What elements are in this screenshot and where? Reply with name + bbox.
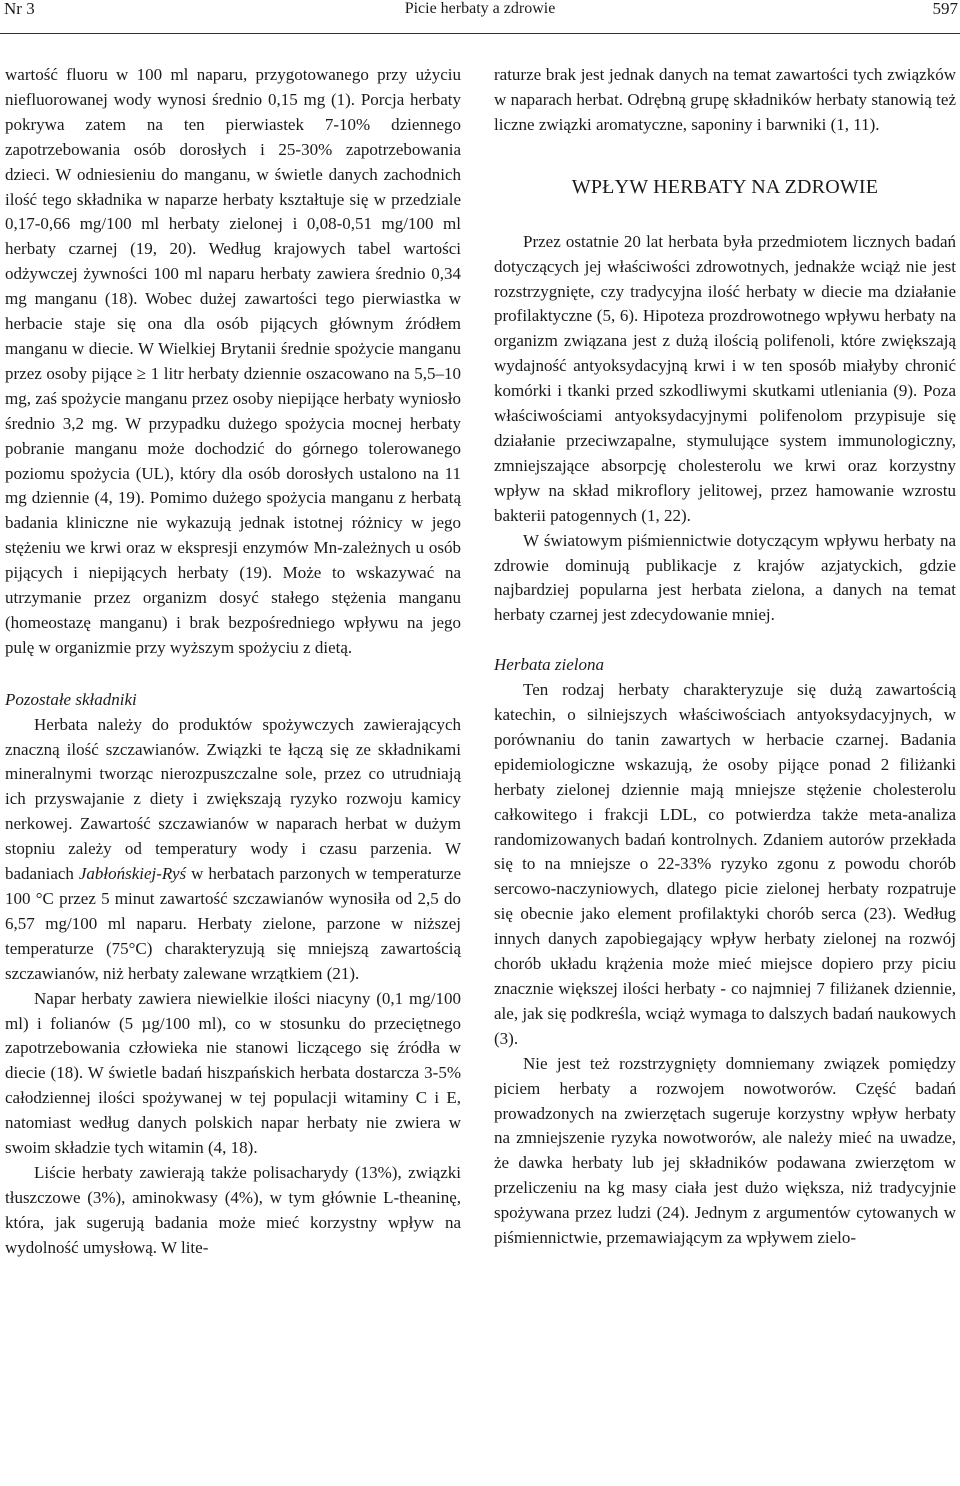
running-header [0, 0, 960, 22]
paragraph-polysaccharides: Liście herbaty zawierają także polisacharydy (13%), związki tłuszczowe (3%), aminokwasy (4%), w tym głównie L-theaninę, która, jak sugerują badania może mieć korzystny wpływ na wydolność umysłową. W lite- [5, 1162, 461, 1257]
paragraph-catechins: Ten rodzaj herbaty charakteryzuje się dużą zawartością katechin, o silniejszych właściwościach antyoksydacyjnych, w porównaniu do tanin zawartych w herbacie czarnej. Badania epidemiologiczne wskazują, że osoby pijące ponad 2 filiżanki herbaty zielonej dziennie mają mniejsze stężenie cholesterolu całkowitego i frakcji LDL, co potwierdza także meta-analiza randomizowanych badań kontrolnych. Zdaniem autorów przekłada się to na mniejsze o 22-33% ryzyko zgonu z powodu chorób sercowo-naczyniowych, dlatego picie zielonej herbaty rozpatruje się obecnie jako element profilaktyki chorób serca (23). Według innych danych zapobiegający wpływ herbaty zielonej na rozwój chorób układu krążenia może mieć miejsce dopiero przy piciu znacznie większej ilości herbaty - co najmniej 7 filiżanek dziennie, ale, jak się podkreśla, wciąż wymaga to dalszych badań naukowych (3). [494, 680, 956, 1048]
running-title: Picie herbaty a zdrowie [404, 0, 556, 17]
subheading-other-components: Pozostałe składniki [5, 689, 137, 709]
section-heading-health: WPŁYW HERBATY NA ZDROWIE [571, 175, 879, 198]
cited-author: Jabłońskiej-Ryś [78, 864, 187, 884]
oxalates-text-start: Herbata należy do produktów spożywczych zawierających znaczną ilość szczawianów. Związki te łączą się ze składnikami mineralnymi tworząc nierozpuszczalne sole, przez co utrudniają ich przyswajanie z diety i zwiększają ryzyko rozwoju kamicy nerkowej. Zawartość szczawianów w naparach herbat w dużym stopniu zależy od temperatury wody i czasu parzenia. W badaniach [5, 714, 461, 884]
left-column [5, 63, 461, 1261]
issue-number: Nr 3 [4, 0, 35, 18]
subheading-green-tea: Herbata zielona [494, 655, 605, 675]
paragraph-aromatic-compounds: raturze brak jest jednak danych na temat zawartości tych związków w naparach herbat. Odrębną grupę składników herbaty stanowią też liczne związki aromatyczne, saponiny i barwniki (1, 11). [494, 65, 956, 134]
paragraph-polyphenols: Przez ostatnie 20 lat herbata była przedmiotem licznych badań dotyczących jej właściwości zdrowotnych, jednakże wciąż nie jest rozstrzygnięte, czy tradycyjna ilość herbaty w diecie ma działanie profilaktyczne (5, 6). Hipoteza prozdrowotnego wpływu herbaty na organizm związana jest z dużą ilością polifenoli, które zwiększają wydajność antyoksydacyjną krwi i w ten sposób miałyby chronić komórki i tkanki przed szkodliwymi skutkami utleniania (9). Poza właściwościami antyoksydacyjnymi polifenolom przypisuje się działanie przeciwzapalne, stymulujące system immunologiczny, zmniejszające absorpcję cholesterolu we krwi oraz korzystny wpływ na skład mikroflory jelitowej, przez hamowanie wzrostu bakterii patogennych (1, 22). [494, 231, 956, 525]
header-rule [0, 33, 960, 34]
oxalates-text-end: w herbatach parzonych w temperaturze 100 °C przez 5 minut zawartość szczawianów wynosiła od 2,5 do 6,57 mg/100 ml naparu. Herbaty zielone, parzone w niższej temperaturze (75°C) charakteryzują się mniejszą zawartością szczawianów, niż herbaty zalewane wrzątkiem (21). [5, 864, 461, 983]
page-number: 597 [932, 0, 958, 18]
paragraph-vitamins: Napar herbaty zawiera niewielkie ilości niacyny (0,1 mg/100 ml) i folianów (5 µg/100 ml), co w stosunku do przeciętnego zapotrzebowania człowieka nie stanowi liczącego się źródła w diecie (18). W świetle badań hiszpańskich herbata dostarcza 3-5% całodziennej ilości spożywanej w tej populacji witaminy C i E, natomiast według danych polskich napar herbaty nie zwiera w swoim składzie tych witamin (4, 18). [5, 988, 461, 1158]
right-column [494, 63, 956, 1251]
paragraph-cancer: Nie jest też rozstrzygnięty domniemany związek pomiędzy piciem herbaty a rozwojem nowotworów. Część badań prowadzonych na zwierzętach sugeruje korzystny wpływ herbaty na zmniejszenie ryzyka nowotworów, ale należy mieć na uwadze, że dawka herbaty lub jej składników podawana zwierzętom w przeliczeniu na kg masy ciała jest dużo większa, niż tradycyjnie spożywana przez ludzi (24). Jednym z argumentów cytowanych w piśmiennictwie, przemawiającym za wpływem zielo- [494, 1053, 956, 1248]
paragraph-world-literature: W światowym piśmiennictwie dotyczącym wpływu herbaty na zdrowie dominują publikacje z krajów azjatyckich, gdzie najbardziej popularna jest herbata zielona, a danych na temat herbaty czarnej jest zdecydowanie mniej. [494, 530, 956, 625]
paragraph-fluoride-manganese: wartość fluoru w 100 ml naparu, przygotowanego przy użyciu niefluorowanej wody wynosi średnio 0,15 mg (1). Porcja herbaty pokrywa zatem na ten pierwiastek 7-10% dziennego zapotrzebowania osób dorosłych i 25-30% zapotrzebowania dzieci. W odniesieniu do manganu, w świetle danych zachodnich ilość tego składnika w naparze herbaty kształtuje się w przedziale 0,17-0,66 mg/100 ml herbaty zielonej i 0,08-0,51 mg/100 ml herbaty czarnej (19, 20). Według krajowych tabel wartości odżywczej żywności 100 ml naparu herbaty zawiera średnio 0,34 mg manganu (18). Wobec dużej zawartości tego pierwiastka w herbacie staje się ona dla osób pijących głównym źródłem manganu w diecie. W Wielkiej Brytanii średnie spożycie manganu przez osoby pijące ≥ 1 litr herbaty dziennie oszacowano na 5,5–10 mg, zaś spożycie manganu przez osoby niepijące herbaty wyniosło średnio 3,2 mg. W przypadku dużego spożycia mocnej herbaty pobranie manganu może dochodzić do górnego tolerowanego poziomu spożycia (UL), który dla osób dorosłych ustalono na 11 mg dziennie (4, 19). Pomimo dużego spożycia manganu z herbatą badania kliniczne nie wykazują jednak istotnej różnicy w jego stężeniu we krwi oraz w ekspresji enzymów Mn-zależnych u osób pijących i niepijących herbaty (19). Może to wskazywać na utrzymanie przez organizm dosyć stałego stężenia manganu (homeostazę manganu) i brak bezpośredniego wpływu na jego pulę w organizmie przy wyższym spożyciu z dietą. [5, 65, 461, 657]
paragraph-oxalates [5, 713, 461, 987]
